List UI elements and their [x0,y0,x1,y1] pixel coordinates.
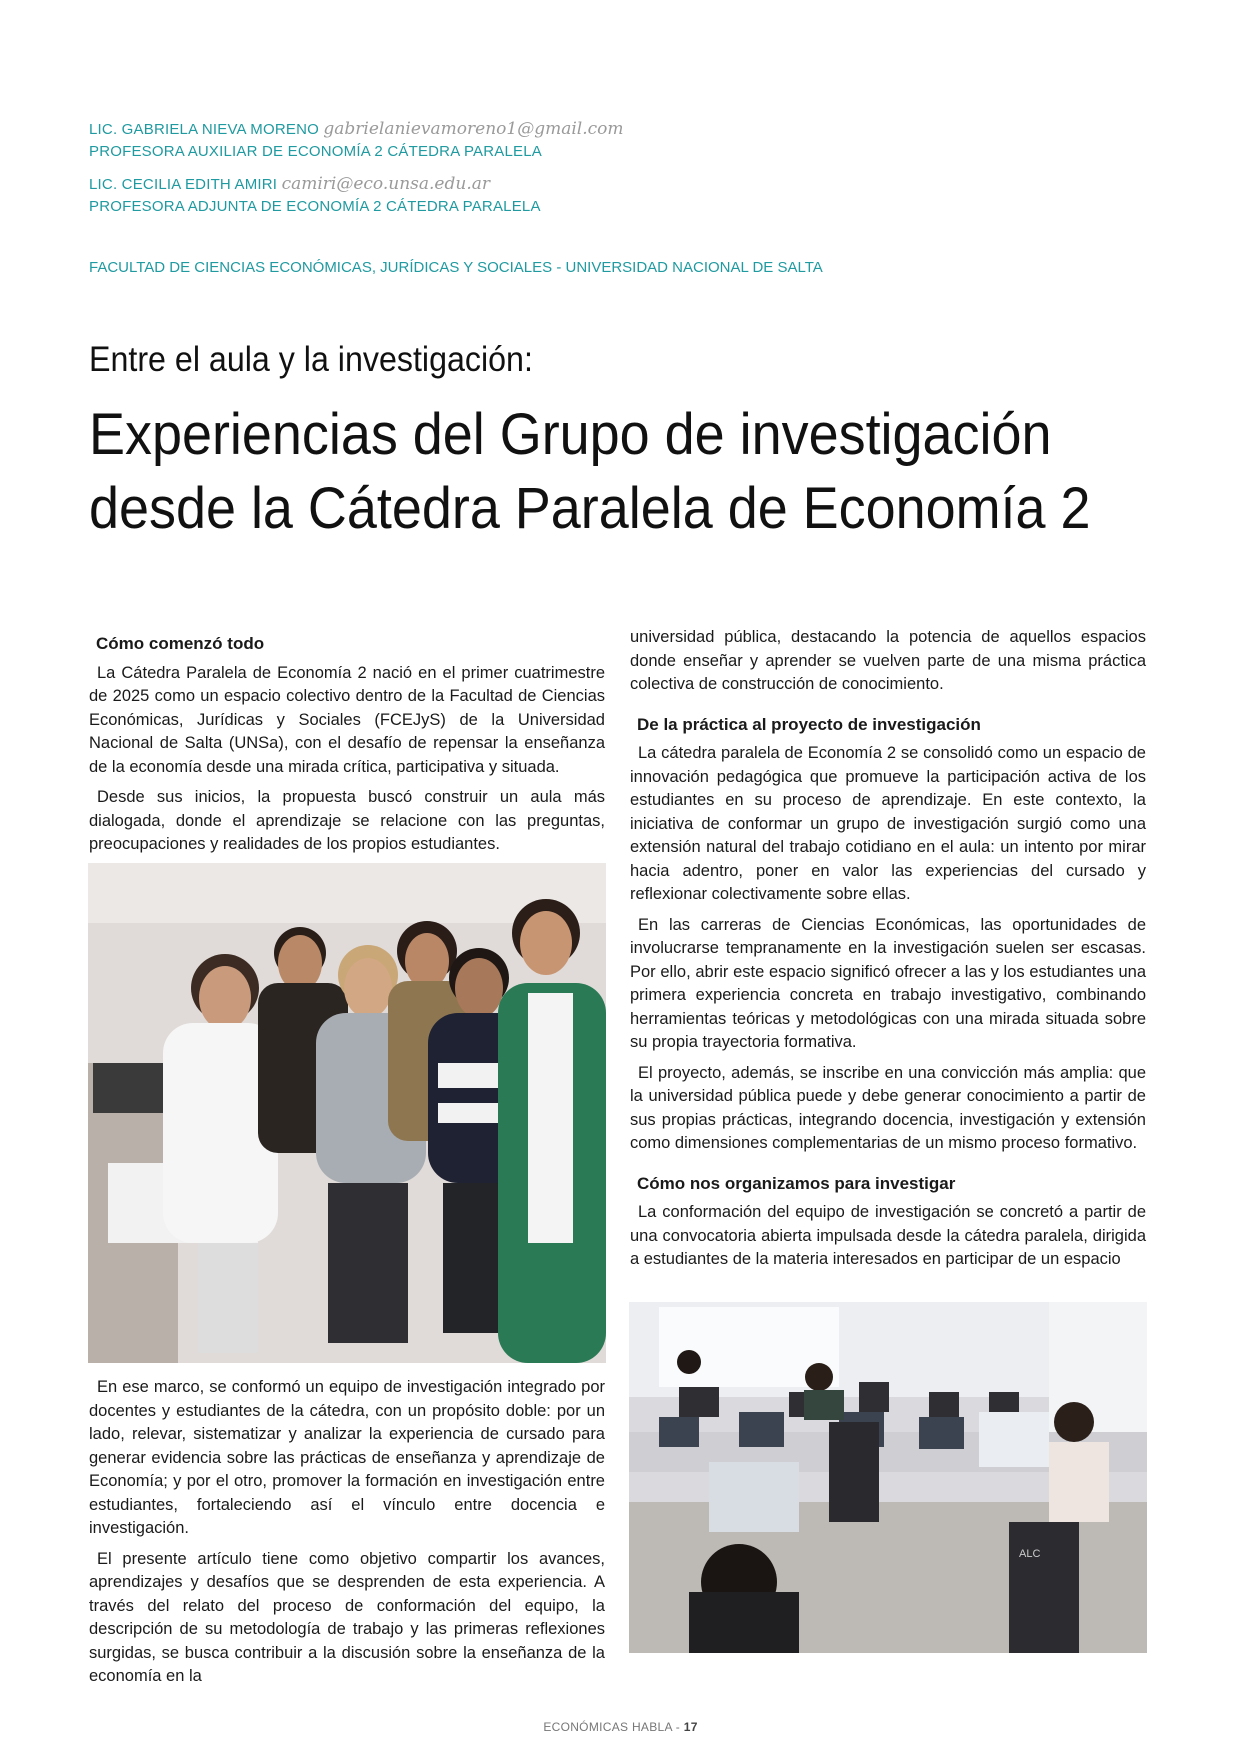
paragraph: La Cátedra Paralela de Economía 2 nació en el primer cuatrimestre de 2025 como un espacio colectivo dentro de la Facultad de Ciencias Económicas, Jurídicas y Sociales (FCEJyS) de la Universidad Nacional de Salta (UNSa), con el desafío de repensar la enseñanza de la economía desde una mirada crítica, participativa y situada. [89,663,605,776]
author-role: PROFESORA ADJUNTA DE ECONOMÍA 2 CÁTEDRA PARALELA [89,198,541,215]
paragraph: Desde sus inicios, la propuesta buscó construir un aula más dialogada, donde el aprendizaje se relacione con las preguntas, preocupaciones y realidades de los propios estudiantes. [89,788,605,853]
paragraph: En ese marco, se conformó un equipo de investigación integrado por docentes y estudiantes de la cátedra, con un propósito doble: por un lado, relevar, sistematizar y analizar la experiencia de cursado para generar evidencia sobre las prácticas de enseñanza y aprendizaje de Economía; y por el otro, promover la formación en investigación entre estudiantes, fortaleciendo así el vínculo entre docencia e investigación. [89,1378,605,1537]
section-heading: De la práctica al proyecto de investigación [637,714,981,734]
author-block [89,118,1089,218]
section-heading: Cómo comenzó todo [96,634,265,653]
faculty-affiliation: FACULTAD DE CIENCIAS ECONÓMICAS, JURÍDICAS Y SOCIALES - UNIVERSIDAD NACIONAL DE SALTA [89,259,823,276]
paragraph: El proyecto, además, se inscribe en una convicción más amplia: que la universidad pública puede y debe generar conocimiento a partir de sus propias prácticas, integrando docencia, investigación y extensión como dimensiones complementarias de un mismo proceso formativo. [630,1063,1146,1152]
page-number: 17 [683,1720,698,1734]
section-heading: Cómo nos organizamos para investigar [637,1173,956,1193]
classroom-photo [629,1302,1147,1653]
paragraph: En las carreras de Ciencias Económicas, las oportunidades de involucrarse tempranamente en la investigación suelen ser escasas. Por ello, abrir este espacio significó ofrecer a las y los estudiantes una primera experiencia concreta en trabajo investigativo, combinando herramientas teóricas y metodológicas con una mirada situada sobre su propia trayectoria formativa. [630,915,1146,1051]
author-name-line [89,118,1089,141]
group-photo [88,863,606,1363]
group-photo-illustration [88,863,606,1363]
article-title: Experiencias del Grupo de investigación desde la Cátedra Paralela de Economía 2 [89,402,1091,541]
author-email[interactable]: camiri@eco.unsa.edu.ar [281,174,490,194]
author-name: LIC. CECILIA EDITH AMIRI [89,176,278,193]
paragraph: El presente artículo tiene como objetivo compartir los avances, aprendizajes y desafíos que se desprenden de esta experiencia. A través del relato del proceso de conformación del equipo, la descripción de su metodología de trabajo y las primeras reflexiones surgidas, se busca contribuir a la discusión sobre la enseñanza de la economía en la [89,1549,605,1685]
author-role: PROFESORA AUXILIAR DE ECONOMÍA 2 CÁTEDRA PARALELA [89,143,542,160]
left-column-bottom [89,1376,605,1696]
left-column-top [89,628,605,864]
page-footer [0,1720,1241,1734]
author-name: LIC. GABRIELA NIEVA MORENO [89,121,319,138]
computer-tower-label: ALC [1019,1548,1041,1560]
paragraph: La cátedra paralela de Economía 2 se consolidó como un espacio de innovación pedagógica que promueve la participación activa de los estudiantes en su proceso de aprendizaje. En este contexto, la iniciativa de conformar un grupo de investigación surgió como una extensión natural del trabajo cotidiano en el aula: un intento por mirar hacia adentro, poner en valor las experiencias del cursado y reflexionar colectivamente sobre ellas. [630,744,1146,903]
author-name-line [89,173,1089,196]
classroom-photo-illustration [629,1302,1147,1653]
right-column [630,626,1146,1279]
author-email[interactable]: gabrielanievamoreno1@gmail.com [323,119,624,139]
paragraph: universidad pública, destacando la potencia de aquellos espacios donde enseñar y aprender se vuelven parte de una misma práctica colectiva de construcción de conocimiento. [630,628,1146,693]
article-kicker: Entre el aula y la investigación: [89,340,533,379]
paragraph: La conformación del equipo de investigación se concretó a partir de una convocatoria abierta impulsada desde la cátedra paralela, dirigida a estudiantes de la materia interesados en participar de un espacio [630,1203,1146,1268]
footer-separator: - [672,1720,684,1734]
magazine-name: ECONÓMICAS HABLA [543,1720,673,1734]
